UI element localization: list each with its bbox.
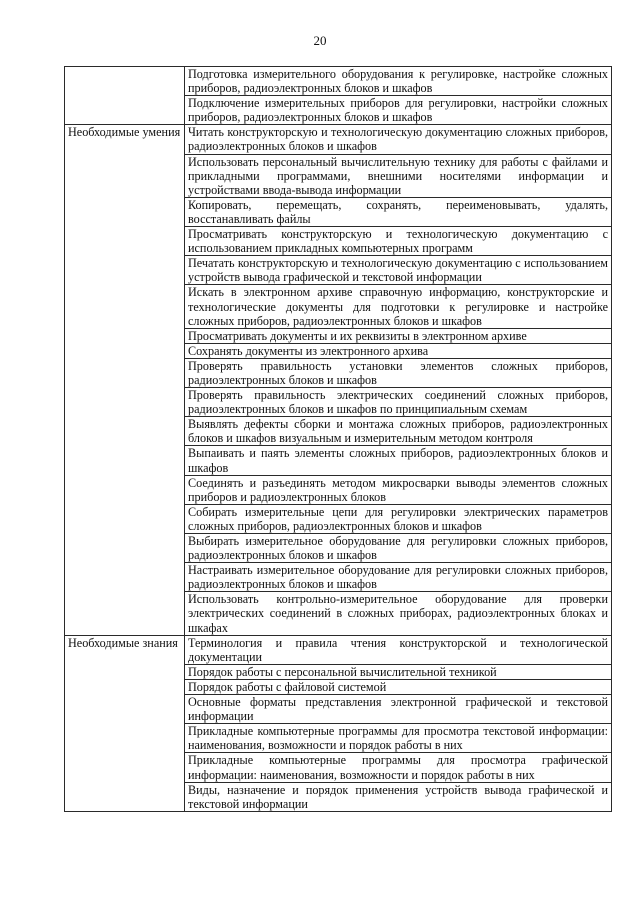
table-cell: Подготовка измерительного оборудования к регулировке, настройке сложных приборов, радиоэлектронных блоков и шкафов (185, 67, 612, 96)
table-cell: Использовать контрольно-измерительное оборудование для проверки электрических соединений в сложных приборах, радиоэлектронных блоках и шкафах (185, 592, 612, 635)
table-cell: Выбирать измерительное оборудование для регулировки сложных приборов, радиоэлектронных блоков и шкафов (185, 534, 612, 563)
table-cell: Прикладные компьютерные программы для просмотра графической информации: наименования, возможности и порядок работы в них (185, 753, 612, 782)
page-number: 20 (313, 33, 327, 48)
section-label-skills: Необходимые умения (65, 125, 185, 635)
table-cell: Соединять и разъединять методом микросварки выводы элементов сложных приборов и радиоэлектронных блоков (185, 475, 612, 504)
table-cell: Основные форматы представления электронной графической и текстовой информации (185, 695, 612, 724)
table-cell: Прикладные компьютерные программы для просмотра текстовой информации: наименования, возможности и порядок работы в них (185, 724, 612, 753)
section-label-continuation (65, 67, 185, 125)
table-cell: Терминология и правила чтения конструкторской и технологической документации (185, 635, 612, 664)
table-cell: Проверять правильность установки элементов сложных приборов, радиоэлектронных блоков и шкафов (185, 358, 612, 387)
table-cell: Выпаивать и паять элементы сложных приборов, радиоэлектронных блоков и шкафов (185, 446, 612, 475)
table-cell: Проверять правильность электрических соединений сложных приборов, радиоэлектронных блоков и шкафов по принципиальным схемам (185, 388, 612, 417)
table-cell: Копировать, перемещать, сохранять, переименовывать, удалять, восстанавливать файлы (185, 197, 612, 226)
table-row (65, 67, 612, 96)
table-cell: Сохранять документы из электронного архива (185, 343, 612, 358)
table-cell: Просматривать конструкторскую и технологическую документацию с использованием прикладных компьютерных программ (185, 227, 612, 256)
table-row (65, 125, 612, 154)
table-cell: Виды, назначение и порядок применения устройств вывода графической и текстовой информации (185, 782, 612, 811)
table-cell: Читать конструкторскую и технологическую документацию сложных приборов, радиоэлектронных блоков и шкафов (185, 125, 612, 154)
table-cell: Подключение измерительных приборов для регулировки, настройки сложных приборов, радиоэлектронных блоков и шкафов (185, 96, 612, 125)
section-label-knowledge: Необходимые знания (65, 635, 185, 811)
table-cell: Выявлять дефекты сборки и монтажа сложных приборов, радиоэлектронных блоков и шкафов визуальным и измерительным методом контроля (185, 417, 612, 446)
table-cell: Искать в электронном архиве справочную информацию, конструкторские и технологические документы для подготовки к регулировке и настройке сложных приборов, радиоэлектронных блоков и шкафов (185, 285, 612, 328)
table-cell: Порядок работы с файловой системой (185, 679, 612, 694)
table-cell: Настраивать измерительное оборудование для регулировки сложных приборов, радиоэлектронных блоков и шкафов (185, 563, 612, 592)
requirements-table (64, 66, 612, 812)
table-row (65, 635, 612, 664)
table-cell: Использовать персональный вычислительную технику для работы с файлами и прикладными программами, внешними носителями информации и устройствами ввода-вывода информации (185, 154, 612, 197)
table-cell: Порядок работы с персональной вычислительной техникой (185, 664, 612, 679)
table-cell: Собирать измерительные цепи для регулировки электрических параметров сложных приборов, радиоэлектронных блоков и шкафов (185, 504, 612, 533)
table-cell: Печатать конструкторскую и технологическую документацию с использованием устройств вывода графической и текстовой информации (185, 256, 612, 285)
table-cell: Просматривать документы и их реквизиты в электронном архиве (185, 328, 612, 343)
